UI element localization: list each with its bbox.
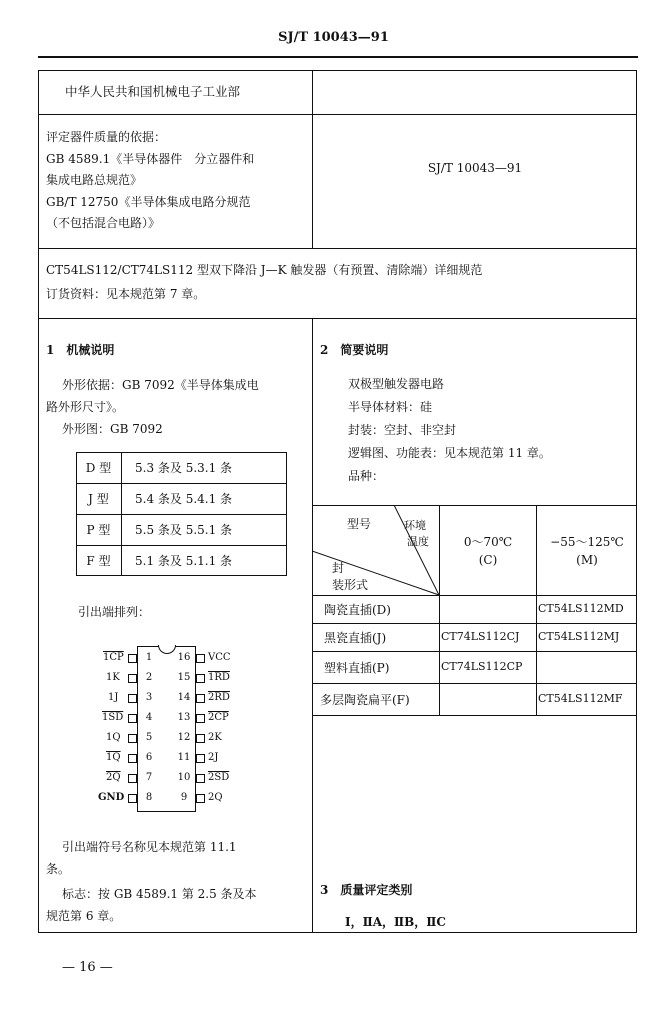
- section1-heading: 1 机械说明: [46, 343, 115, 357]
- outline-clause: 5.5 条及 5.5.1 条: [135, 523, 233, 537]
- outline-drawing-ref: 外形图：GB 7092: [62, 422, 163, 436]
- pin-name: 1Q: [106, 752, 121, 763]
- pin-number: 11: [177, 752, 191, 763]
- outline-clause: 5.4 条及 5.4.1 条: [135, 492, 233, 506]
- pin-lead: [196, 754, 205, 763]
- pin-name: GND: [98, 792, 125, 803]
- basis-line: 集成电路总规范》: [46, 173, 143, 187]
- variant-table-divider: [312, 683, 637, 684]
- pin-lead: [128, 754, 137, 763]
- pin-number: 5: [145, 732, 153, 743]
- pin-number: 4: [145, 712, 153, 723]
- outline-type: F 型: [86, 554, 111, 568]
- col-c-grade: (C): [478, 553, 498, 567]
- row-package: 塑料直插(P): [324, 661, 390, 675]
- dip-package-outline: [137, 646, 196, 812]
- pin-number: 16: [177, 652, 191, 663]
- outline-basis-line2: 路外形尺寸》。: [46, 400, 125, 414]
- pin-name: 1J: [108, 692, 119, 703]
- ministry-name: 中华人民共和国机械电子工业部: [65, 84, 241, 99]
- marking-note-line2: 规范第 6 章。: [46, 909, 122, 923]
- pin-name: 1K: [106, 672, 120, 683]
- outline-type: D 型: [85, 461, 112, 475]
- pin-number: 12: [177, 732, 191, 743]
- pin-name: 2K: [208, 732, 222, 743]
- pin-number: 7: [145, 772, 153, 783]
- pin-lead: [128, 714, 137, 723]
- outline-clause: 5.3 条及 5.3.1 条: [135, 461, 233, 475]
- basis-line: 评定器件质量的依据：: [46, 130, 167, 144]
- pin-lead: [128, 734, 137, 743]
- spec-title: CT54LS112/CT74LS112 型双下降沿 J—K 触发器（有预置、清除端）详细规范: [46, 263, 483, 277]
- section2-heading: 2 简要说明: [320, 343, 389, 357]
- pin-name: 2SD: [208, 772, 230, 783]
- col-c-label: 0～70℃: [463, 535, 513, 549]
- pin-lead: [128, 654, 137, 663]
- pin-name: 1Q: [106, 732, 121, 743]
- brief-line: 逻辑图、功能表：见本规范第 11 章。: [348, 446, 551, 460]
- pin-lead: [196, 794, 205, 803]
- pin-name: 2J: [208, 752, 219, 763]
- outline-table-divider: [76, 483, 287, 484]
- basis-line: （不包括混合电路）》: [46, 216, 161, 230]
- row-m-type: CT54LS112MJ: [538, 630, 620, 643]
- section3-heading: 3 质量评定类别: [320, 883, 413, 897]
- pin-name: VCC: [208, 652, 231, 663]
- pin-lead: [128, 674, 137, 683]
- outline-table-divider: [76, 514, 287, 515]
- row-package: 黑瓷直插(J): [324, 631, 387, 645]
- pin-lead: [196, 694, 205, 703]
- pin-name: 2Q: [106, 772, 121, 783]
- outline-type: J 型: [88, 492, 109, 506]
- brief-line: 品种：: [348, 469, 385, 483]
- pin-name: 2Q: [208, 792, 223, 803]
- variant-table-divider: [312, 623, 637, 624]
- row-divider: [38, 248, 637, 249]
- pin-name: 2CP: [208, 712, 229, 723]
- row-package: 陶瓷直插(D): [324, 603, 391, 617]
- marking-note-line1: 标志：按 GB 4589.1 第 2.5 条及本: [62, 887, 257, 901]
- basis-line: GB/T 12750《半导体集成电路分规范: [46, 194, 251, 209]
- pin-number: 13: [177, 712, 191, 723]
- col-m-label: −55～125℃: [550, 535, 624, 549]
- row-m-type: CT54LS112MD: [538, 602, 624, 615]
- pinout-label: 引出端排列：: [78, 605, 151, 619]
- pin-symbol-note-line1: 引出端符号名称见本规范第 11.1: [62, 840, 237, 854]
- basis-line: GB 4589.1《半导体器件 分立器件和: [46, 151, 255, 166]
- pin-lead: [128, 694, 137, 703]
- row-c-type: CT74LS112CJ: [441, 630, 520, 643]
- row-c-type: CT74LS112CP: [441, 660, 523, 673]
- pin-lead: [196, 774, 205, 783]
- brief-line: 双极型触发器电路: [348, 377, 445, 391]
- running-header-code: SJ/T 10043—91: [278, 30, 389, 45]
- column-divider: [312, 318, 313, 933]
- variant-table-bottom: [312, 715, 637, 716]
- variant-table-divider: [312, 651, 637, 652]
- col-m-grade: (M): [576, 553, 598, 567]
- pin-name: 1CP: [103, 652, 124, 663]
- pin-lead: [196, 734, 205, 743]
- pin-number: 10: [177, 772, 191, 783]
- pin-symbol-note-line2: 条。: [46, 862, 71, 876]
- pin-number: 1: [145, 652, 153, 663]
- outline-table-divider: [76, 545, 287, 546]
- pin-number: 6: [145, 752, 153, 763]
- header-env: 环境: [404, 519, 426, 532]
- pin-number: 15: [177, 672, 191, 683]
- brief-line: 封装：空封、非空封: [348, 423, 457, 437]
- quality-categories: Ⅰ，ⅡA，ⅡB，ⅡC: [345, 915, 446, 929]
- pin-name: 2RD: [208, 692, 230, 703]
- outline-basis-line1: 外形依据：GB 7092《半导体集成电: [62, 378, 259, 392]
- pin-number: 2: [145, 672, 153, 683]
- pin-lead: [196, 714, 205, 723]
- pin-lead: [196, 654, 205, 663]
- pin-lead: [128, 794, 137, 803]
- basis-block: [46, 127, 254, 235]
- pin-name: 1RD: [208, 672, 230, 683]
- header-model: 型号: [347, 517, 372, 531]
- row-divider: [38, 318, 637, 319]
- outline-type: P 型: [86, 523, 111, 537]
- brief-line: 半导体材料：硅: [348, 400, 433, 414]
- row-package: 多层陶瓷扁平(F): [320, 693, 410, 707]
- outline-clause: 5.1 条及 5.1.1 条: [135, 554, 233, 568]
- order-info: 订货资料：见本规范第 7 章。: [46, 287, 206, 301]
- pin-lead: [128, 774, 137, 783]
- pin-lead: [196, 674, 205, 683]
- spec-code: SJ/T 10043—91: [427, 161, 523, 175]
- header-pkg: 装形式: [332, 578, 369, 592]
- page-number: — 16 —: [62, 960, 113, 975]
- pin-name: 1SD: [102, 712, 124, 723]
- row-m-type: CT54LS112MF: [538, 692, 623, 705]
- pin-number: 3: [145, 692, 153, 703]
- pin-number: 8: [145, 792, 153, 803]
- header-pkg: 封: [332, 561, 345, 575]
- header-temp: 温度: [407, 535, 429, 548]
- pin-number: 14: [177, 692, 191, 703]
- row-divider: [38, 114, 637, 115]
- header-rule: [38, 56, 638, 58]
- pin-number: 9: [180, 792, 188, 803]
